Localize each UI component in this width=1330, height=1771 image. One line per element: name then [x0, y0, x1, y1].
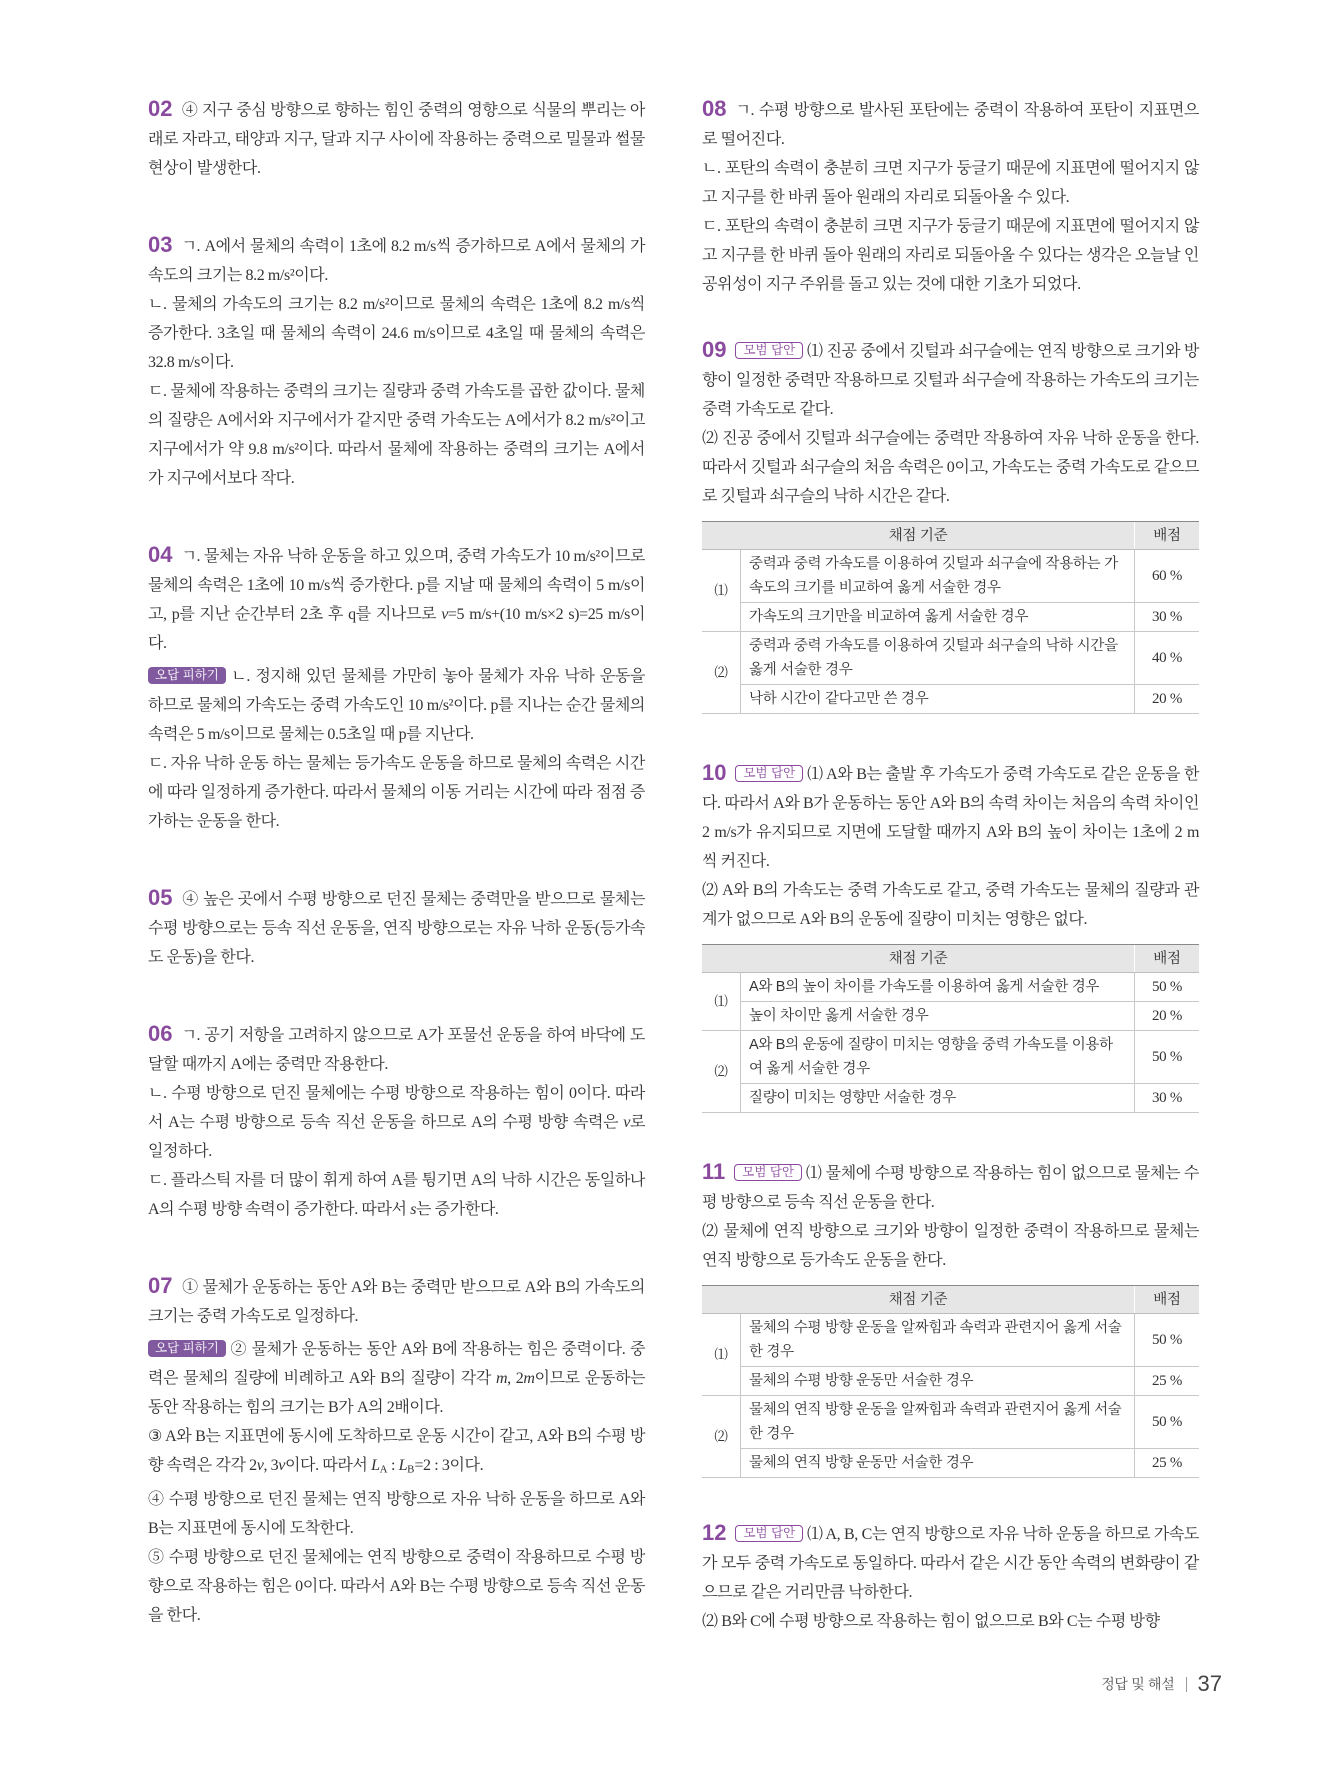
paragraph [148, 883, 645, 972]
italic-variable: m [495, 1370, 508, 1387]
italic-variable: v [441, 606, 448, 623]
table-header-criteria: 채점 기준 [702, 1286, 1135, 1314]
paragraph [148, 1543, 645, 1630]
score-cell: 30 % [1135, 603, 1200, 632]
criterion-cell: 높이 차이만 옳게 서술한 경우 [741, 1002, 1135, 1031]
text-run: ④ 지구 중심 방향으로 향하는 힘인 중력의 영향으로 식물의 뿌리는 아래로 자라고, 태양과 지구, 달과 지구 사이에 작용하는 중력으로 밀물과 썰물 현상이 발생한다. [148, 102, 645, 177]
table-header-row [702, 945, 1199, 973]
table-row [702, 603, 1199, 632]
subscript: B [407, 1463, 415, 1476]
problem-11 [702, 1157, 1199, 1478]
problem-number: 08 [702, 96, 727, 121]
table-row [702, 1031, 1199, 1084]
score-cell: 60 % [1135, 550, 1200, 603]
criterion-cell: A와 B의 운동에 질량이 미치는 영향을 중력 가속도를 이용하여 옳게 서술한 경우 [741, 1031, 1135, 1084]
paragraph [148, 749, 645, 836]
table-row [702, 1449, 1199, 1478]
score-cell: 20 % [1135, 685, 1200, 714]
row-group-label: ⑵ [702, 1031, 741, 1113]
problem-12 [702, 1518, 1199, 1636]
text-run: ㄴ. 포탄의 속력이 충분히 크면 지구가 둥글기 때문에 지표면에 떨어지지 않고 지구를 한 바퀴 돌아 원래의 자리로 되돌아올 수 있다. [702, 160, 1199, 206]
table-row [702, 685, 1199, 714]
avoid-wrong-answer-badge: 오답 피하기 [148, 667, 226, 684]
subscript: A [379, 1463, 388, 1476]
italic-variable: L [371, 1457, 380, 1474]
text-run: =2 : 3이다. [414, 1457, 484, 1474]
text-run: ㄴ. 정지해 있던 물체를 가만히 놓아 물체가 자유 낙하 운동을 하므로 물체의 가속도는 중력 가속도인 10 m/s²이다. p를 지나는 순간 물체의 속력은 5 m/s이므로 물체는 0.5초일 때 p를 지난다. [148, 668, 645, 743]
text-run: , 2 [507, 1370, 524, 1387]
paragraph [148, 1335, 645, 1422]
text-run: ⑴ A와 B는 출발 후 가속도가 중력 가속도로 같은 운동을 한다. 따라서 A와 B가 운동하는 동안 A와 B의 속력 차이는 처음의 속력 차이인 2 m/s가 유지되므로 지면에 도달할 때까지 A와 B의 높이 차이는 1초에 2 m씩 커진다. [702, 766, 1199, 870]
text-run: ㄷ. 플라스틱 자를 더 많이 휘게 하여 A를 튕기면 A의 낙하 시간은 동일하나 A의 수평 방향 속력이 증가한다. 따라서 [148, 1172, 645, 1218]
score-cell: 30 % [1135, 1084, 1200, 1113]
problem-09 [702, 335, 1199, 714]
criterion-cell: 가속도의 크기만을 비교하여 옳게 서술한 경우 [741, 603, 1135, 632]
problem-08 [702, 94, 1199, 299]
problem-10 [702, 758, 1199, 1113]
right-column [702, 94, 1199, 1683]
footer-separator [1186, 1677, 1187, 1692]
row-group-label: ⑵ [702, 632, 741, 714]
italic-variable: s [410, 1201, 417, 1218]
text-run: ㄷ. 자유 낙하 운동 하는 물체는 등가속도 운동을 하므로 물체의 속력은 시간에 따라 일정하게 증가한다. 따라서 물체의 이동 거리는 시간에 따라 점점 증가하는 운동을 한다. [148, 755, 645, 830]
paragraph [702, 154, 1199, 212]
table-body [702, 973, 1199, 1113]
criterion-cell: 물체의 연직 방향 운동만 서술한 경우 [741, 1449, 1135, 1478]
italic-variable: L [398, 1457, 408, 1474]
text-run: ⑴ A, B, C는 연직 방향으로 자유 낙하 운동을 하므로 가속도가 모두 중력 가속도로 동일하다. 따라서 같은 시간 동안 속력의 변화량이 같으므로 같은 거리만큼 낙하한다. [702, 1526, 1199, 1601]
text-run: ㄱ. 공기 저항을 고려하지 않으므로 A가 포물선 운동을 하여 바닥에 도달할 때까지 A에는 중력만 작용한다. [148, 1027, 645, 1073]
text-run: ㄴ. 수평 방향으로 던진 물체에는 수평 방향으로 작용하는 힘이 0이다. 따라서 A는 수평 방향으로 등속 직선 운동을 하므로 A의 수평 방향 속력은 [148, 1085, 645, 1131]
problem-number: 11 [702, 1159, 726, 1184]
score-cell: 50 % [1135, 1031, 1200, 1084]
problem-number: 09 [702, 337, 727, 362]
paragraph [148, 377, 645, 493]
problem-number: 07 [148, 1273, 173, 1298]
text-run: ④ 높은 곳에서 수평 방향으로 던진 물체는 중력만을 받으므로 물체는 수평 방향으로는 등속 직선 운동을, 연직 방향으로는 자유 낙하 운동(등가속도 운동)을 한다. [148, 891, 645, 966]
table-header-criteria: 채점 기준 [702, 945, 1135, 973]
row-group-label: ⑴ [702, 973, 741, 1031]
paragraph [702, 335, 1199, 424]
italic-variable: v [623, 1114, 630, 1131]
text-run: 는 증가한다. [416, 1201, 499, 1218]
criterion-cell: 중력과 중력 가속도를 이용하여 깃털과 쇠구슬에 작용하는 가속도의 크기를 비교하여 옳게 서술한 경우 [741, 550, 1135, 603]
criterion-cell: 물체의 수평 방향 운동만 서술한 경우 [741, 1367, 1135, 1396]
model-answer-badge: 모범 답안 [735, 765, 803, 782]
score-cell: 50 % [1135, 973, 1200, 1002]
row-group-label: ⑴ [702, 1314, 741, 1396]
problem-05 [148, 883, 645, 972]
paragraph [148, 540, 645, 658]
problem-number: 04 [148, 542, 173, 567]
table-header-criteria: 채점 기준 [702, 522, 1135, 550]
text-run: =5 m/s+(10 m/s×2 s)=25 m/s이다. [148, 606, 645, 652]
paragraph [702, 94, 1199, 154]
model-answer-badge: 모범 답안 [735, 1525, 803, 1542]
text-run: : [387, 1457, 399, 1474]
criterion-cell: 물체의 수평 방향 운동을 알짜힘과 속력과 관련지어 옳게 서술한 경우 [741, 1314, 1135, 1367]
score-cell: 25 % [1135, 1449, 1200, 1478]
criterion-cell: 중력과 중력 가속도를 이용하여 깃털과 쇠구슬의 낙하 시간을 옳게 서술한 경우 [741, 632, 1135, 685]
table-row [702, 973, 1199, 1002]
table-head [702, 945, 1199, 973]
text-run: ⑵ 진공 중에서 깃털과 쇠구슬에는 중력만 작용하여 자유 낙하 운동을 한다. 따라서 깃털과 쇠구슬의 처음 속력은 0이고, 가속도는 중력 가속도로 같으므로 깃털과 쇠구슬의 낙하 시간은 같다. [702, 430, 1199, 505]
row-group-label: ⑵ [702, 1396, 741, 1478]
left-column [148, 94, 645, 1677]
score-cell: 20 % [1135, 1002, 1200, 1031]
avoid-wrong-answer-badge: 오답 피하기 [148, 1340, 226, 1357]
criterion-cell: A와 B의 높이 차이를 가속도를 이용하여 옳게 서술한 경우 [741, 973, 1135, 1002]
paragraph [702, 212, 1199, 299]
paragraph [702, 1607, 1199, 1636]
score-cell: 40 % [1135, 632, 1200, 685]
criterion-cell: 낙하 시간이 같다고만 쓴 경우 [741, 685, 1135, 714]
paragraph [148, 230, 645, 290]
text-run: ㄴ. 물체의 가속도의 크기는 8.2 m/s²이므로 물체의 속력은 1초에 8.2 m/s씩 증가한다. 3초일 때 물체의 속력이 24.6 m/s이므로 4초일 때 물체의 속력은 32.8 m/s이다. [148, 296, 645, 371]
paragraph [148, 1079, 645, 1166]
problem-04 [148, 540, 645, 836]
table-row [702, 632, 1199, 685]
table-head [702, 1286, 1199, 1314]
problem-06 [148, 1019, 645, 1224]
table-row [702, 1367, 1199, 1396]
table-row [702, 1314, 1199, 1367]
paragraph [148, 662, 645, 749]
paragraph [148, 94, 645, 183]
table-head [702, 522, 1199, 550]
italic-variable: v [256, 1457, 264, 1474]
text-run: ⑵ B와 C에 수평 방향으로 작용하는 힘이 없으므로 B와 C는 수평 방향 [702, 1613, 1160, 1630]
table-body [702, 550, 1199, 714]
table-row [702, 1396, 1199, 1449]
model-answer-badge: 모범 답안 [735, 342, 803, 359]
paragraph [148, 1166, 645, 1224]
text-run: ⑵ A와 B의 가속도는 중력 가속도로 같고, 중력 가속도는 물체의 질량과 관계가 없으므로 A와 B의 운동에 질량이 미치는 영향은 없다. [702, 882, 1199, 928]
score-cell: 50 % [1135, 1396, 1200, 1449]
text-run: 이다. 따라서 [284, 1457, 372, 1474]
text-run: ㄷ. 포탄의 속력이 충분히 크면 지구가 둥글기 때문에 지표면에 떨어지지 않고 지구를 한 바퀴 돌아 원래의 자리로 되돌아올 수 있다는 생각은 오늘날 인공위성이 지구 주위를 돌고 있는 것에 대한 기초가 되었다. [702, 218, 1199, 293]
paragraph [148, 1271, 645, 1331]
model-answer-badge: 모범 답안 [734, 1164, 802, 1181]
table-header-row [702, 1286, 1199, 1314]
paragraph [148, 1019, 645, 1079]
criterion-cell: 물체의 연직 방향 운동을 알짜힘과 속력과 관련지어 옳게 서술한 경우 [741, 1396, 1135, 1449]
text-run: 로 일정하다. [148, 1114, 645, 1160]
italic-variable: m [523, 1370, 535, 1387]
text-run: ㄷ. 물체에 작용하는 중력의 크기는 질량과 중력 가속도를 곱한 값이다. 물체의 질량은 A에서와 지구에서가 같지만 중력 가속도는 A에서가 8.2 m/s²이고 지구에서가 약 9.8 m/s²이다. 따라서 물체에 작용하는 중력의 크기는 A에서가 지구에서보다 작다. [148, 383, 645, 487]
problem-number: 10 [702, 760, 727, 785]
table-header-row [702, 522, 1199, 550]
scoring-table [702, 521, 1199, 714]
paragraph [148, 1422, 645, 1485]
problem-number: 02 [148, 96, 173, 121]
paragraph [148, 290, 645, 377]
problem-02 [148, 94, 645, 183]
table-body [702, 1314, 1199, 1478]
problem-number: 05 [148, 885, 173, 910]
text-run: ③ A와 B는 지표면에 동시에 도착하므로 운동 시간이 같고, A와 B의 수평 방향 속력은 각각 2 [148, 1428, 645, 1474]
paragraph [702, 1217, 1199, 1275]
scoring-table [702, 1285, 1199, 1478]
score-cell: 25 % [1135, 1367, 1200, 1396]
text-run: ㄱ. A에서 물체의 속력이 1초에 8.2 m/s씩 증가하므로 A에서 물체의 가속도의 크기는 8.2 m/s²이다. [148, 238, 645, 284]
score-cell: 50 % [1135, 1314, 1200, 1367]
text-run: ④ 수평 방향으로 던진 물체는 연직 방향으로 자유 낙하 운동을 하므로 A와 B는 지표면에 동시에 도착한다. [148, 1490, 645, 1537]
criterion-cell: 질량이 미치는 영향만 서술한 경우 [741, 1084, 1135, 1113]
table-header-score: 배점 [1135, 945, 1200, 973]
paragraph [702, 1157, 1199, 1217]
text-run: , 3 [263, 1457, 279, 1474]
page-footer [1101, 1670, 1222, 1698]
text-run: ⑴ 진공 중에서 깃털과 쇠구슬에는 연직 방향으로 크기와 방향이 일정한 중력만 작용하므로 깃털과 쇠구슬에 작용하는 가속도의 크기는 중력 가속도로 같다. [702, 343, 1199, 418]
problem-03 [148, 230, 645, 493]
table-row [702, 1002, 1199, 1031]
problem-07 [148, 1271, 645, 1630]
footer-section-label: 정답 및 해설 [1101, 1676, 1175, 1692]
problem-number: 12 [702, 1520, 727, 1545]
problem-number: 03 [148, 232, 173, 257]
paragraph [702, 424, 1199, 511]
text-run: ㄱ. 수평 방향으로 발사된 포탄에는 중력이 작용하여 포탄이 지표면으로 떨어진다. [702, 102, 1199, 148]
table-row [702, 550, 1199, 603]
table-header-score: 배점 [1135, 522, 1200, 550]
page-number: 37 [1197, 1671, 1222, 1696]
paragraph [702, 876, 1199, 934]
text-run: 이므로 운동하는 동안 작용하는 힘의 크기는 B가 A의 2배이다. [148, 1370, 645, 1416]
text-run: ⑴ 물체에 수평 방향으로 작용하는 힘이 없으므로 물체는 수평 방향으로 등속 직선 운동을 한다. [702, 1165, 1199, 1211]
scoring-table [702, 944, 1199, 1113]
paragraph [702, 1518, 1199, 1607]
row-group-label: ⑴ [702, 550, 741, 632]
italic-variable: v [278, 1457, 285, 1474]
problem-number: 06 [148, 1021, 173, 1046]
text-run: ② 물체가 운동하는 동안 A와 B에 작용하는 힘은 중력이다. 중력은 물체의 질량에 비례하고 A와 B의 질량이 각각 [148, 1341, 645, 1387]
paragraph [702, 758, 1199, 876]
text-run: ⑤ 수평 방향으로 던진 물체에는 연직 방향으로 중력이 작용하므로 수평 방향으로 작용하는 힘은 0이다. 따라서 A와 B는 수평 방향으로 등속 직선 운동을 한다. [148, 1548, 645, 1624]
text-run: ㄱ. 물체는 자유 낙하 운동을 하고 있으며, 중력 가속도가 10 m/s²이므로 물체의 속력은 1초에 10 m/s씩 증가한다. p를 지날 때 물체의 속력이 5 m/s이고, p를 지난 순간부터 2초 후 q를 지나므로 [148, 548, 645, 623]
paragraph [148, 1485, 645, 1543]
table-row [702, 1084, 1199, 1113]
text-run: ① 물체가 운동하는 동안 A와 B는 중력만 받으므로 A와 B의 가속도의 크기는 중력 가속도로 일정하다. [148, 1279, 645, 1325]
text-run: ⑵ 물체에 연직 방향으로 크기와 방향이 일정한 중력이 작용하므로 물체는 연직 방향으로 등가속도 운동을 한다. [702, 1223, 1199, 1269]
table-header-score: 배점 [1135, 1286, 1200, 1314]
